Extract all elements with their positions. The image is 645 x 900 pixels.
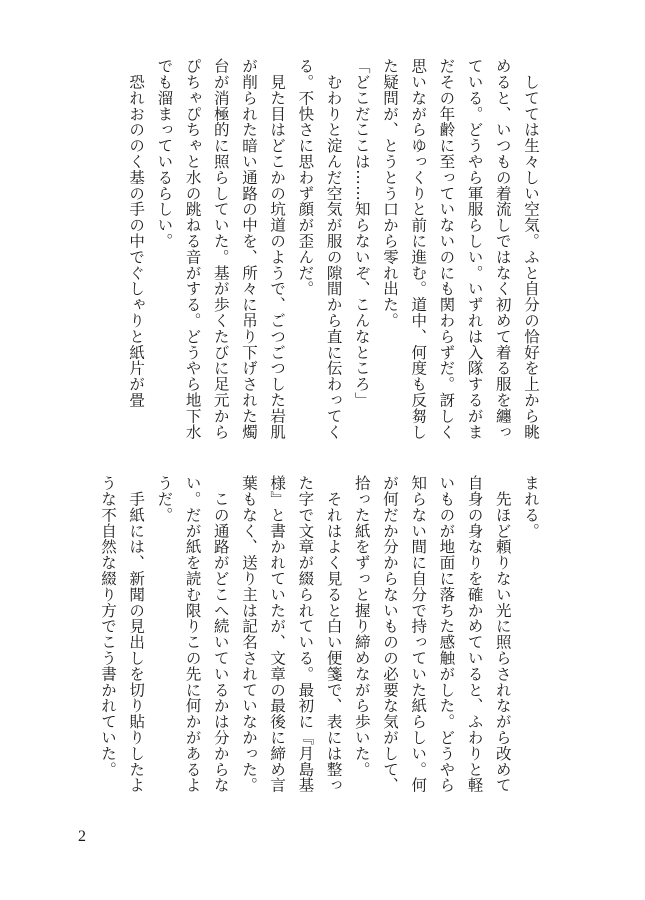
dialogue-line: 「どこだここは……知らないぞ、こんなところ」: [352, 58, 371, 408]
paragraph: してては生々しい空気。ふと自分の恰好を上から眺めると、いつもの着流しではなく初めて着る服を纏っている。どうやら軍服らしい。いずれは入隊するがまだその年齢に至っていないのにも関わらずだ。訝しく思いながらゆっくりと前に進む。道中、何度も反芻した疑問が、とうとう口から零れ出た。: [380, 58, 540, 440]
text-block-upper: [110, 58, 545, 448]
text-block-lower: [98, 475, 545, 805]
paragraph: まれる。: [522, 475, 540, 539]
paragraph: むわりと淀んだ空気が服の隙間から直に伝わってくる。不快さに思わず顔が歪んだ。: [296, 58, 343, 440]
paragraph: 手紙には、新聞の見出しを切り貼りしたような不自然な綴り方でこう書かれていた。: [98, 475, 146, 793]
page-number: 2: [78, 828, 86, 845]
paragraph: それはよく見ると白い便箋で、表には整った字で文章が綴られている。最初に『月島基様』と書かれていたが、文章の最後に締め言葉もなく、送り主は記名されていなかった。: [239, 475, 343, 793]
paragraph: 恐れおののく基の手の中でぐしゃりと紙片が畳: [127, 58, 146, 408]
paragraph: 見た目はどこかの坑道のようで、ごつごつした岩肌が削られた暗い通路の中を、所々に吊り下げされた燭台が消極的に照らしていた。基が歩くたびに足元からぴちゃぴちゃと水の跳ねる音がする。どうやら地下水でも溜まっているらしい。: [155, 58, 287, 440]
paragraph: 先ほど頼りない光に照らされながら改めて自身の身なりを確かめていると、ふわりと軽いものが地面に落ちた感触がした。どうやら知らない間に自分で持っていた紙らしい。何が何だか分からないものの必要な気がして、拾った紙をずっと握り締めながら歩いた。: [352, 475, 512, 793]
paragraph: この通路がどこへ続いているかは分からない。だが紙を読む限りこの先に何かがあるようだ。: [155, 475, 230, 793]
